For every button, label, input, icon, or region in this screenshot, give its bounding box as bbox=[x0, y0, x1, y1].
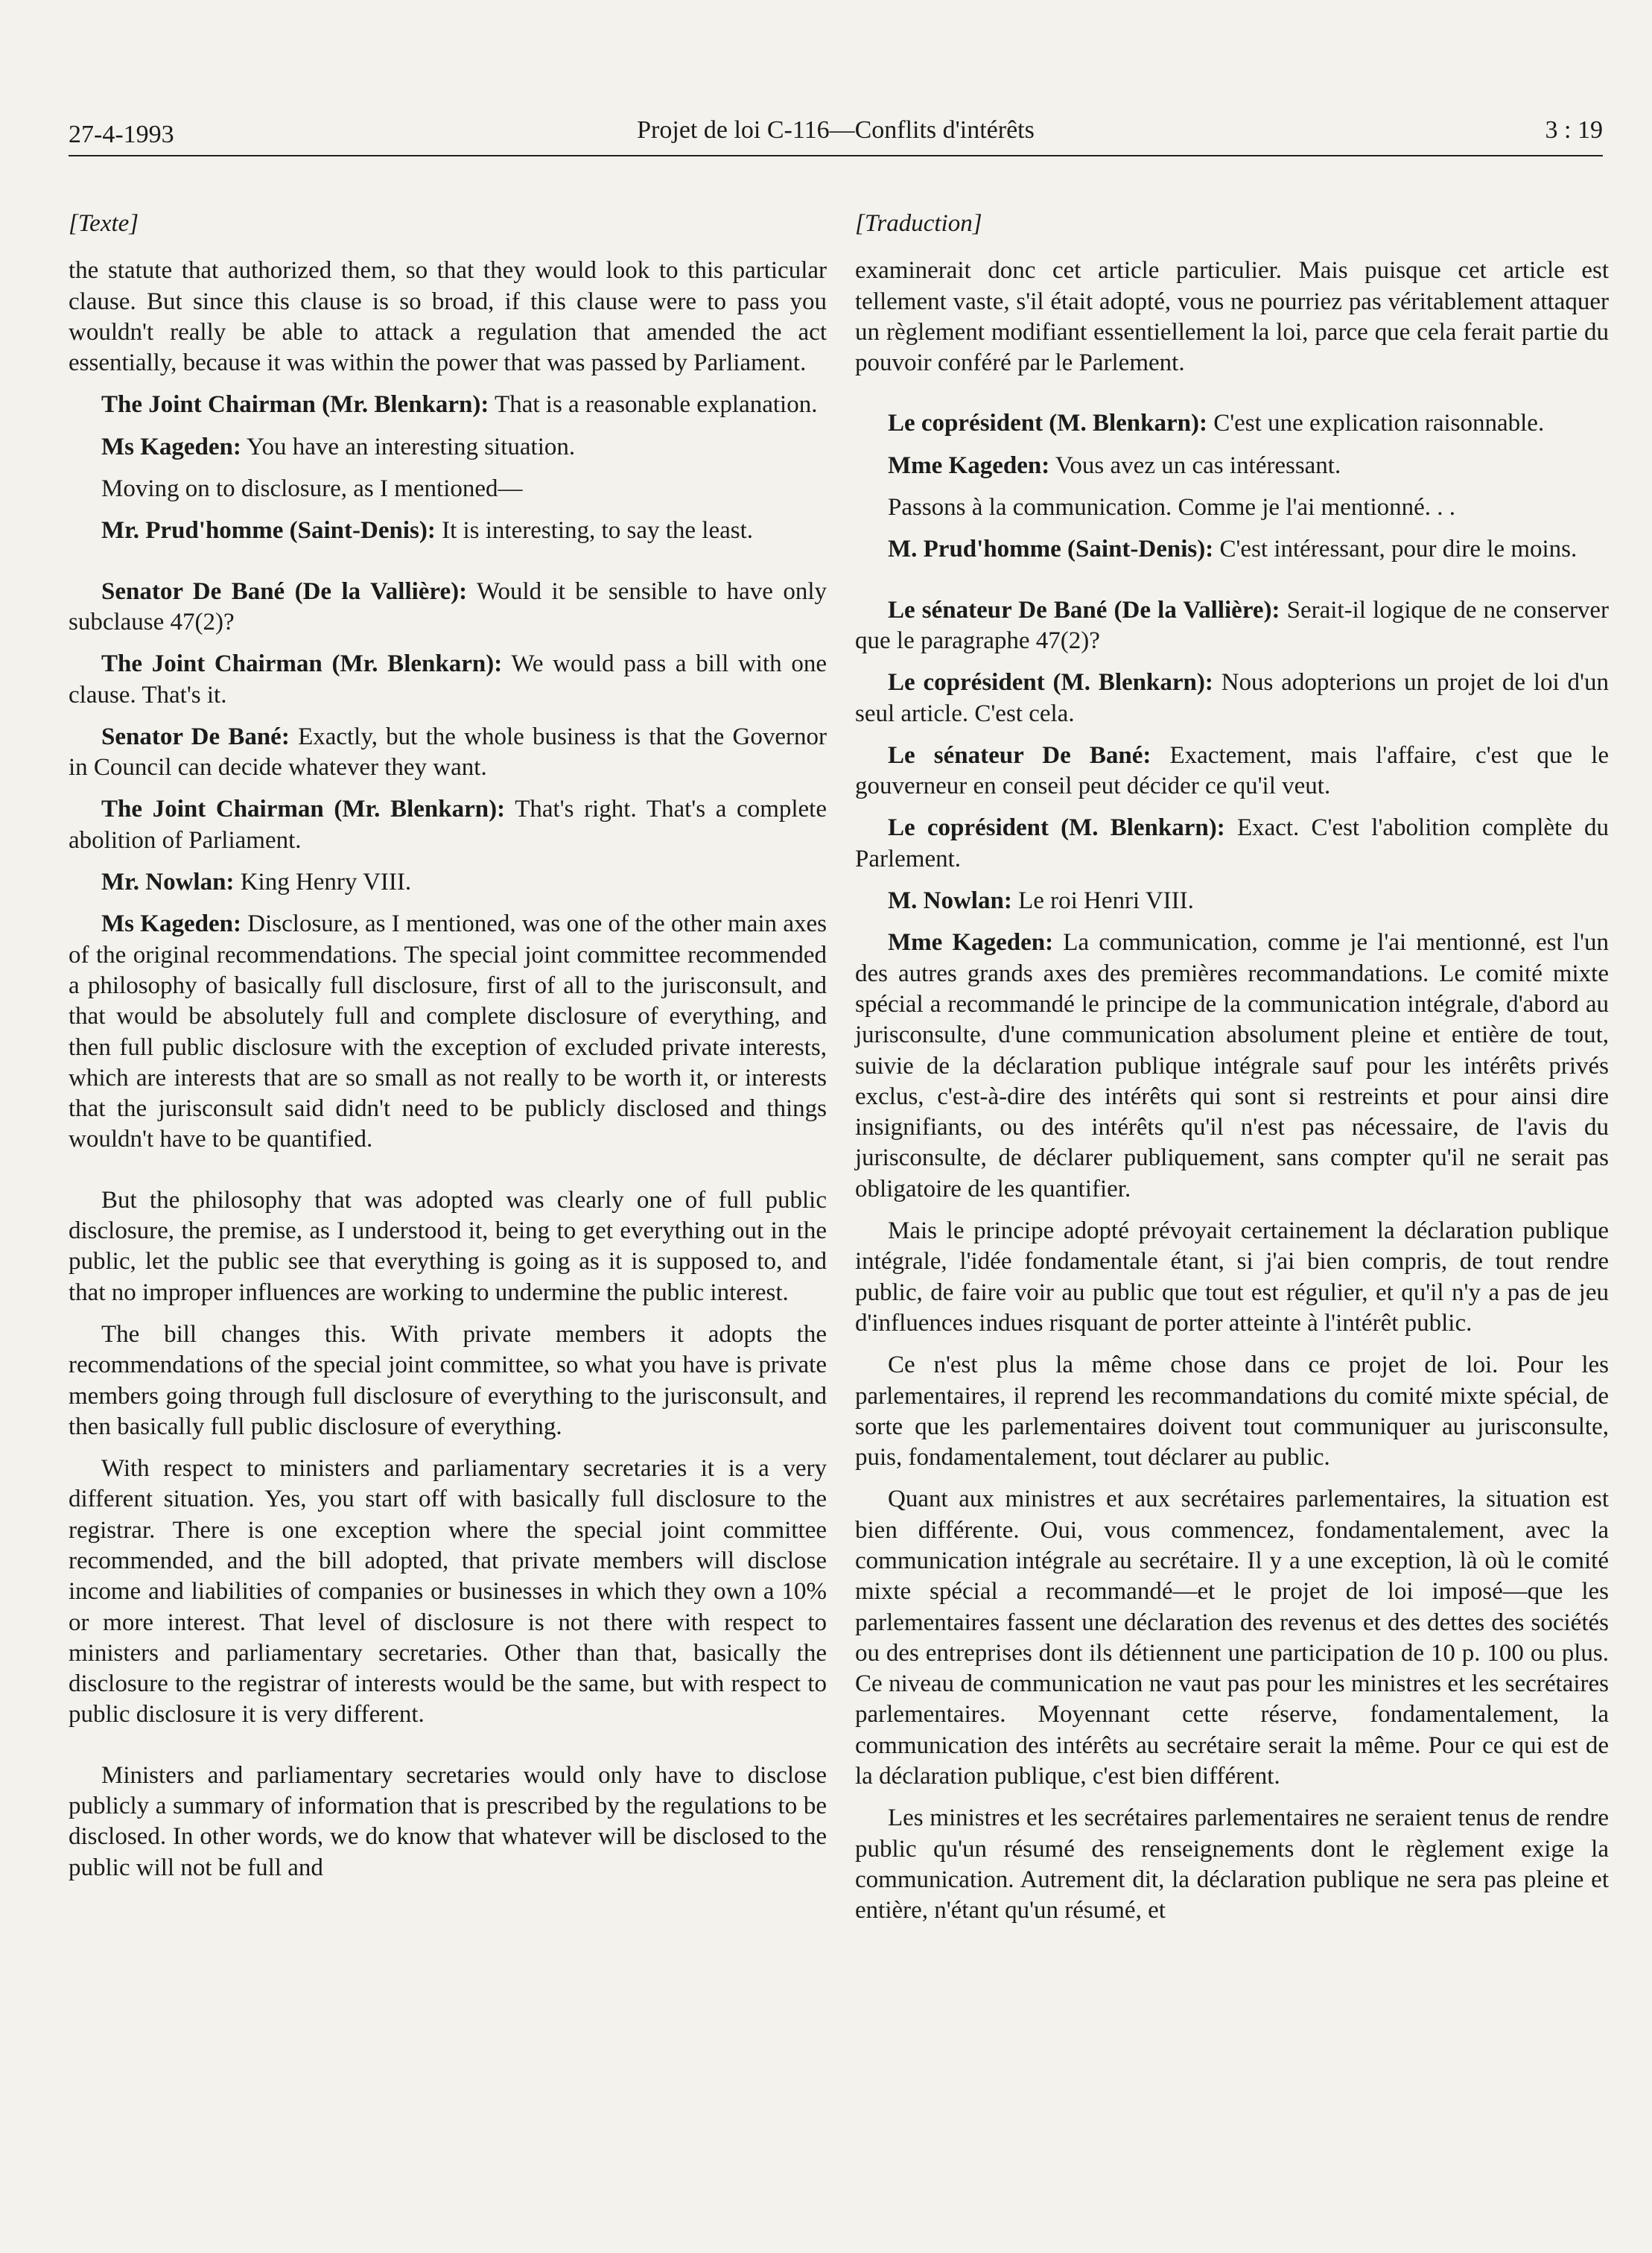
text-paragraph bbox=[855, 492, 1609, 523]
speaker-name: The Joint Chairman (Mr. Blenkarn): bbox=[101, 391, 489, 419]
speaker-name: Mme Kageden: bbox=[888, 451, 1050, 479]
paragraph-text: We would pass a bill with one clause. That's it. bbox=[69, 650, 827, 709]
paragraph-text: That is a reasonable explanation. bbox=[495, 391, 818, 419]
text-paragraph bbox=[855, 1216, 1609, 1339]
column-tag: [Traduction] bbox=[855, 210, 982, 237]
speaker-name: Mme Kageden: bbox=[888, 929, 1054, 957]
text-paragraph bbox=[69, 256, 827, 378]
speaker-name: Le sénateur De Bané: bbox=[888, 741, 1151, 769]
header-date: 27-4-1993 bbox=[69, 121, 174, 148]
speech-paragraph bbox=[855, 668, 1609, 729]
speech-paragraph bbox=[855, 886, 1609, 916]
text-paragraph bbox=[69, 1319, 827, 1442]
speech-paragraph bbox=[69, 432, 827, 463]
paragraph-text: King Henry VIII. bbox=[240, 869, 412, 896]
paragraph-text: It is interesting, to say the least. bbox=[442, 517, 754, 545]
paragraph-text: Disclosure, as I mentioned, was one of the other main axes of the original recommendations. The special joint committee recommended a philosophy of basically full disclosure, first of all to the jurisconsult, and that would be absolutely full and complete disclosure of everything, and then full public disclosure with the exception of excluded private interests, which are interests that are so small as not really to be worth it, or interests that the jurisconsult said didn't need to be publicly disclosed and things wouldn't have to be quantified. bbox=[69, 910, 827, 1153]
paragraph-text: Would it be sensible to have only subclause 47(2)? bbox=[69, 577, 827, 636]
paragraph-text: Passons à la communication. Comme je l'ai mentionné. . . bbox=[888, 494, 1456, 522]
paragraph-text: Vous avez un cas intéressant. bbox=[1055, 451, 1341, 479]
paragraph-text: Exact. C'est l'abolition complète du Parlement. bbox=[855, 814, 1610, 872]
speaker-name: The Joint Chairman (Mr. Blenkarn): bbox=[101, 796, 506, 823]
text-paragraph bbox=[855, 1484, 1609, 1792]
speaker-name: M. Prud'homme (Saint-Denis): bbox=[888, 536, 1214, 563]
paragraph-text: Serait-il logique de ne conserver que le paragraphe 47(2)? bbox=[855, 596, 1610, 654]
paragraph-text: examinerait donc cet article particulier. Mais puisque cet article est tellement vaste, s'il était adopté, vous ne pourriez pas véritablement attaquer un règlement modifiant essentiellement la loi, parce que cela ferait partie du pouvoir conféré par le Parlement. bbox=[855, 257, 1609, 377]
speech-paragraph bbox=[69, 722, 827, 784]
speech-paragraph bbox=[855, 408, 1609, 439]
paragraph-text: Exactement, mais l'affaire, c'est que le gouverneur en conseil peut décider ce qu'il veut. bbox=[855, 741, 1609, 800]
speech-paragraph bbox=[855, 595, 1609, 657]
paragraph-list bbox=[69, 256, 827, 1883]
paragraph-text: But the philosophy that was adopted was clearly one of full public disclosure, the premise, as I understood it, being to get everything out in the public, let the public see that everything is going as it is supposed to, and that no improper influences are working to undermine the public interest. bbox=[69, 1186, 827, 1306]
paragraph-text: Ce n'est plus la même chose dans ce projet de loi. Pour les parlementaires, il reprend les recommandations du comité mixte spécial, de sorte que les parlementaires doivent tout communiquer au jurisconsulte, puis, fondamentalement, tout déclarer au public. bbox=[855, 1352, 1609, 1471]
speech-paragraph bbox=[855, 451, 1609, 481]
speaker-name: Le sénateur De Bané (De la Vallière): bbox=[888, 596, 1280, 624]
paragraph-text: Moving on to disclosure, as I mentioned— bbox=[101, 475, 523, 503]
paragraph-text: The bill changes this. With private members it adopts the recommendations of the special joint committee, so what you have is private members going through full disclosure of everything to the jurisconsult, and then basically full public disclosure of everything. bbox=[69, 1320, 827, 1440]
text-paragraph bbox=[855, 1350, 1609, 1473]
paragraph-text: Le roi Henri VIII. bbox=[1018, 887, 1194, 915]
english-column bbox=[69, 209, 827, 1895]
speaker-name: Ms Kageden: bbox=[101, 433, 241, 460]
speaker-name: Le coprésident (M. Blenkarn): bbox=[888, 814, 1225, 842]
speech-paragraph bbox=[69, 390, 827, 420]
speech-paragraph bbox=[69, 649, 827, 711]
paragraph-text: the statute that authorized them, so that they would look to this particular clause. But since this clause is so broad, if this clause were to pass you wouldn't really be able to attack a regulation that amended the act essentially, because it was within the power that was passed by Parliament. bbox=[69, 257, 827, 377]
text-paragraph bbox=[69, 1454, 827, 1731]
text-paragraph bbox=[69, 474, 827, 504]
speaker-name: Le coprésident (M. Blenkarn): bbox=[888, 410, 1207, 437]
french-column bbox=[855, 209, 1609, 1938]
paragraph-text: Les ministres et les secrétaires parlementaires ne seraient tenus de rendre public qu'un résumé des renseignements dont le règlement exige la communication. Autrement dit, la déclaration publique ne sera pas pleine et entière, n'étant qu'un résumé, et bbox=[855, 1804, 1609, 1924]
header-title: Projet de loi C-116—Conflits d'intérêts bbox=[637, 116, 1035, 144]
paragraph-list bbox=[855, 256, 1609, 1926]
paragraph-text: La communication, comme je l'ai mentionné, est l'un des autres grands axes des premières recommandations. Le comité mixte spécial a recommandé le principe de la communication intégrale, d'abord au jurisconsulte, d'une communication absolument pleine et entière de tout, suivie de la déclaration publique intégrale sauf pour les intérêts privés exclus, c'est-à-dire des intérêts qui sont si restreints et pour ainsi dire insignifiants, ou des intérêts qu'il n'est pas nécessaire, de l'avis du jurisconsulte, de déclarer publiquement, sans compter qu'il ne serait pas obligatoire de les quantifier. bbox=[855, 929, 1609, 1202]
paragraph-text: C'est intéressant, pour dire le moins. bbox=[1219, 536, 1578, 563]
text-paragraph bbox=[855, 1803, 1609, 1926]
speech-paragraph bbox=[69, 909, 827, 1155]
speech-paragraph bbox=[855, 534, 1609, 565]
column-tag: [Texte] bbox=[69, 210, 139, 237]
paragraph-text: Nous adopterions un projet de loi d'un seul article. C'est cela. bbox=[855, 669, 1609, 727]
paragraph-text: That's right. That's a complete abolition of Parliament. bbox=[69, 796, 827, 854]
paragraph-text: You have an interesting situation. bbox=[246, 433, 576, 460]
speech-paragraph bbox=[855, 741, 1609, 802]
paragraph-text: C'est une explication raisonnable. bbox=[1213, 410, 1545, 437]
text-paragraph bbox=[69, 1761, 827, 1883]
speech-paragraph bbox=[69, 577, 827, 638]
speaker-name: Mr. Prud'homme (Saint-Denis): bbox=[101, 517, 436, 545]
speaker-name: The Joint Chairman (Mr. Blenkarn): bbox=[101, 650, 503, 678]
speech-paragraph bbox=[69, 867, 827, 898]
paragraph-text: Mais le principe adopté prévoyait certainement la déclaration publique intégrale, l'idée fondamentale étant, si j'ai bien compris, de tout rendre public, de faire voir au public que tout est régulier, et qu'il n'y a pas de jeu d'influences indues risquant de porter atteinte à l'intérêt public. bbox=[855, 1217, 1609, 1337]
speaker-name: Le coprésident (M. Blenkarn): bbox=[888, 669, 1213, 697]
header-page-number: 3 : 19 bbox=[1545, 116, 1603, 144]
paragraph-text: Ministers and parliamentary secretaries would only have to disclose publicly a summary of information that is prescribed by the regulations to be disclosed. In other words, we do know that whatever will be disclosed to the public will not be full and bbox=[69, 1761, 827, 1881]
running-header bbox=[69, 112, 1603, 156]
paragraph-text: With respect to ministers and parliamentary secretaries it is a very different situation. Yes, you start off with basically full disclosure to the registrar. There is one exception where the special joint committee recommended, and the bill adopted, that private members will disclose income and liabilities of companies or businesses in which they own a 10% or more interest. That level of disclosure is not there with respect to ministers and parliamentary secretaries. Other than that, basically the disclosure to the registrar of interests would be the same, but with respect to public disclosure it is very different. bbox=[69, 1455, 827, 1728]
speech-paragraph bbox=[69, 794, 827, 856]
speech-paragraph bbox=[855, 928, 1609, 1205]
speaker-name: Ms Kageden: bbox=[101, 910, 241, 938]
text-paragraph bbox=[69, 1185, 827, 1308]
speaker-name: Senator De Bané: bbox=[101, 723, 290, 750]
speaker-name: Senator De Bané (De la Vallière): bbox=[101, 577, 468, 605]
speech-paragraph bbox=[855, 813, 1609, 875]
paragraph-text: Quant aux ministres et aux secrétaires parlementaires, la situation est bien différente. Oui, vous commencez, fondamentalement, avec la communication intégrale au secrétaire. Il y a une exception, là où le comité mixte spécial a recommandé—et le projet de loi imposé—que les parlementaires fassent une déclaration des revenus et des dettes des sociétés ou des entreprises dont ils détiennent une participation de 10 p. 100 ou plus. Ce niveau de communication ne vaut pas pour les ministres et les secrétaires parlementaires. Moyennant cette réserve, fondamentalement, la communication des intérêts au secrétaire serait la même. Pour ce qui est de la déclaration publique, c'est bien différent. bbox=[855, 1486, 1609, 1790]
text-paragraph bbox=[855, 256, 1609, 378]
speaker-name: M. Nowlan: bbox=[888, 887, 1012, 915]
speech-paragraph bbox=[69, 516, 827, 546]
speaker-name: Mr. Nowlan: bbox=[101, 869, 235, 896]
paragraph-text: Exactly, but the whole business is that the Governor in Council can decide whatever they want. bbox=[69, 723, 827, 782]
